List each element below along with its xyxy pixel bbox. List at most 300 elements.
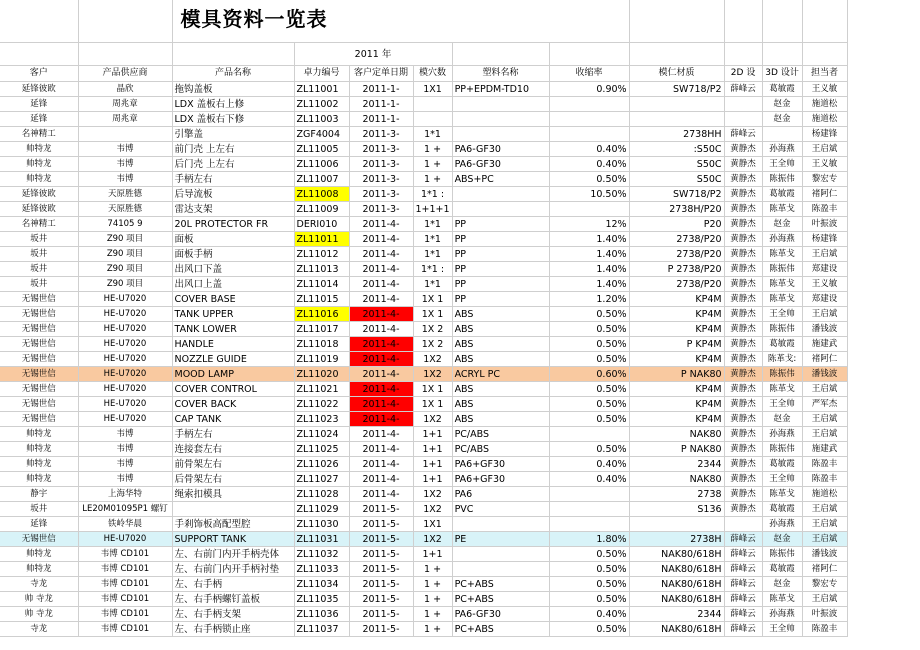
shrinkage-cell [549,487,629,502]
plastic-cell: PP [452,292,549,307]
zl-number-cell: ZL11021 [294,382,349,397]
designer-3d-cell: 王全帅 [762,157,802,172]
core-material-cell: P KP4M [629,337,724,352]
supplier-cell: 韦博 [78,142,172,157]
customer-cell: 坂井 [0,247,78,262]
product-name-cell: COVER BACK [172,397,294,412]
zl-number-cell: ZL11036 [294,607,349,622]
zl-number-cell: ZL11025 [294,442,349,457]
designer-3d-cell: 孙海燕 [762,142,802,157]
customer-cell: 帅特龙 [0,427,78,442]
designer-2d-cell: 薛峰云 [724,592,762,607]
supplier-cell: HE-U7020 [78,337,172,352]
cavity-cell: 1*1 : [413,187,452,202]
designer-2d-cell: 黄静杰 [724,502,762,517]
plastic-cell: ACRYL PC [452,367,549,382]
order-date-cell: 2011-5- [349,547,413,562]
designer-2d-cell: 黄静杰 [724,487,762,502]
plastic-cell: ABS [452,382,549,397]
customer-cell: 无锡世信 [0,412,78,427]
zl-number-cell: ZL11016 [294,307,349,322]
cavity-cell: 1X 1 [413,382,452,397]
plastic-cell: ABS [452,412,549,427]
supplier-cell: 韦博 CD101 [78,592,172,607]
product-name-cell: TANK UPPER [172,307,294,322]
core-material-cell: NAK80/618H [629,547,724,562]
product-name-cell [172,502,294,517]
product-name-cell: 后导流板 [172,187,294,202]
designer-2d-cell: 黄静杰 [724,142,762,157]
owner-cell: 王启斌 [802,532,847,547]
owner-cell: 陈盈丰 [802,472,847,487]
zl-number-cell: ZL11007 [294,172,349,187]
core-material-cell: NAK80 [629,472,724,487]
zl-number-cell: ZL11008 [294,187,349,202]
table-row [0,532,847,547]
customer-cell: 延锋彼欧 [0,187,78,202]
shrinkage-cell: 1.40% [549,232,629,247]
product-name-cell: 左、右前门内开手柄衬垫 [172,562,294,577]
order-date-cell: 2011-3- [349,202,413,217]
zl-number-cell: ZL11012 [294,247,349,262]
zl-number-cell: ZL11024 [294,427,349,442]
zl-number-cell: ZL11018 [294,337,349,352]
cavity-cell: 1X2 [413,412,452,427]
designer-3d-cell: 王全帅 [762,307,802,322]
cavity-cell: 1*1 [413,127,452,142]
customer-cell: 名神精工 [0,217,78,232]
core-material-cell [629,97,724,112]
order-date-cell: 2011-4- [349,472,413,487]
cavity-cell: 1 + [413,592,452,607]
header-row [0,66,847,82]
order-date-cell: 2011-5- [349,592,413,607]
owner-cell: 郑建设 [802,262,847,277]
order-date-cell: 2011-5- [349,502,413,517]
customer-cell: 帅特龙 [0,142,78,157]
core-material-cell: NAK80/618H [629,577,724,592]
product-name-cell: 前门壳 上左右 [172,142,294,157]
order-date-cell: 2011-3- [349,187,413,202]
cavity-cell [413,112,452,127]
cavity-cell: 1X2 [413,487,452,502]
zl-number-cell: ZL11028 [294,487,349,502]
plastic-cell: PC/ABS [452,442,549,457]
owner-cell: 黎宏专 [802,172,847,187]
product-name-cell: LDX 盖板右下修 [172,112,294,127]
order-date-cell: 2011-3- [349,172,413,187]
core-material-cell: S136 [629,502,724,517]
customer-cell: 无锡世信 [0,397,78,412]
plastic-cell: ABS+PC [452,172,549,187]
owner-cell: 施道松 [802,112,847,127]
product-name-cell: 手柄左右 [172,427,294,442]
plastic-cell: PP+EPDM-TD10 [452,82,549,97]
zl-number-cell: ZL11013 [294,262,349,277]
shrinkage-cell: 0.50% [549,307,629,322]
table-row [0,337,847,352]
table-row [0,262,847,277]
designer-2d-cell [724,112,762,127]
core-material-cell: KP4M [629,397,724,412]
product-name-cell: SUPPORT TANK [172,532,294,547]
plastic-cell [452,517,549,532]
header-cell: 模穴数 [413,66,452,82]
customer-cell: 延锋彼欧 [0,82,78,97]
supplier-cell: HE-U7020 [78,307,172,322]
designer-3d-cell: 陈革戈: [762,352,802,367]
cavity-cell: 1 + [413,622,452,637]
plastic-cell: ABS [452,322,549,337]
shrinkage-cell: 0.50% [549,397,629,412]
designer-3d-cell: 赵金 [762,577,802,592]
owner-cell: 王义敏 [802,82,847,97]
customer-cell: 延锋 [0,112,78,127]
product-name-cell: 左、右手柄锁止座 [172,622,294,637]
designer-2d-cell: 黄静杰 [724,337,762,352]
cavity-cell: 1X 1 [413,292,452,307]
plastic-cell: PC/ABS [452,427,549,442]
designer-3d-cell: 孙海燕 [762,607,802,622]
supplier-cell: 韦博 [78,172,172,187]
shrinkage-cell [549,127,629,142]
table-row [0,472,847,487]
table-row [0,562,847,577]
shrinkage-cell: 10.50% [549,187,629,202]
shrinkage-cell: 0.50% [549,577,629,592]
order-date-cell: 2011-4- [349,247,413,262]
designer-2d-cell [724,517,762,532]
owner-cell: 王启斌 [802,247,847,262]
core-material-cell: 2738HH [629,127,724,142]
table-row [0,442,847,457]
designer-3d-cell: 陈革戈 [762,202,802,217]
zl-number-cell: ZL11030 [294,517,349,532]
order-date-cell: 2011-4- [349,397,413,412]
order-date-cell: 2011-4- [349,367,413,382]
plastic-cell: PA6-GF30 [452,607,549,622]
designer-3d-cell: 陈振伟 [762,172,802,187]
zl-number-cell: ZL11027 [294,472,349,487]
table-row [0,187,847,202]
customer-cell: 延锋彼欧 [0,202,78,217]
product-name-cell: 绳索扣模具 [172,487,294,502]
product-name-cell: 出风口上盖 [172,277,294,292]
core-material-cell: NAK80/618H [629,562,724,577]
supplier-cell: HE-U7020 [78,397,172,412]
designer-2d-cell: 薛峰云 [724,622,762,637]
supplier-cell: HE-U7020 [78,532,172,547]
designer-3d-cell: 赵金 [762,97,802,112]
designer-3d-cell: 葛敏霞 [762,82,802,97]
order-date-cell: 2011-5- [349,562,413,577]
product-name-cell: COVER CONTROL [172,382,294,397]
product-name-cell: 后骨架左右 [172,472,294,487]
owner-cell: 潘钱波 [802,547,847,562]
customer-cell: 名神精工 [0,127,78,142]
supplier-cell: 上海华特 [78,487,172,502]
owner-cell: 褚阿仁 [802,187,847,202]
shrinkage-cell: 0.40% [549,607,629,622]
product-name-cell: 20L PROTECTOR FR [172,217,294,232]
header-cell: 卓力编号 [294,66,349,82]
owner-cell: 叶振波 [802,607,847,622]
supplier-cell: HE-U7020 [78,352,172,367]
owner-cell: 施建武 [802,442,847,457]
table-row [0,292,847,307]
table-row [0,382,847,397]
designer-2d-cell: 薛峰云 [724,607,762,622]
order-date-cell: 2011-3- [349,157,413,172]
order-date-cell: 2011-4- [349,232,413,247]
table-row [0,487,847,502]
owner-cell: 王启斌 [802,517,847,532]
core-material-cell: 2738H [629,532,724,547]
shrinkage-cell [549,427,629,442]
designer-2d-cell: 黄静杰 [724,232,762,247]
designer-3d-cell: 陈革戈 [762,247,802,262]
plastic-cell: ABS [452,397,549,412]
shrinkage-cell: 12% [549,217,629,232]
owner-cell: 王义敏 [802,277,847,292]
supplier-cell: 晶欣 [78,82,172,97]
designer-2d-cell: 黄静杰 [724,427,762,442]
designer-3d-cell: 陈革戈 [762,382,802,397]
plastic-cell: ABS [452,352,549,367]
customer-cell: 寺龙 [0,622,78,637]
core-material-cell: 2738/P20 [629,247,724,262]
plastic-cell: PA6 [452,487,549,502]
product-name-cell: 雷达支架 [172,202,294,217]
cavity-cell: 1 + [413,577,452,592]
plastic-cell: PA6-GF30 [452,157,549,172]
zl-number-cell: DERI010 [294,217,349,232]
designer-2d-cell: 薛峰云 [724,577,762,592]
core-material-cell: SW718/P2 [629,187,724,202]
order-date-cell: 2011-4- [349,277,413,292]
designer-2d-cell: 黄静杰 [724,382,762,397]
plastic-cell: PP [452,277,549,292]
designer-2d-cell: 黄静杰 [724,247,762,262]
shrinkage-cell: 0.50% [549,172,629,187]
product-name-cell: 连接套左右 [172,442,294,457]
customer-cell: 坂井 [0,232,78,247]
designer-2d-cell: 黄静杰 [724,262,762,277]
designer-3d-cell: 葛敏霞 [762,502,802,517]
cavity-cell: 1 + [413,562,452,577]
product-name-cell: 面板 [172,232,294,247]
cavity-cell: 1X2 [413,367,452,382]
order-date-cell: 2011-1- [349,112,413,127]
owner-cell: 杨建锋 [802,127,847,142]
supplier-cell: 天原胜德 [78,202,172,217]
table-row [0,217,847,232]
designer-3d-cell: 陈振伟 [762,442,802,457]
order-date-cell: 2011-4- [349,262,413,277]
supplier-cell: 韦博 CD101 [78,547,172,562]
table-row [0,592,847,607]
header-cell: 塑料名称 [452,66,549,82]
zl-number-cell: ZL11005 [294,142,349,157]
table-row [0,97,847,112]
owner-cell: 严军杰 [802,397,847,412]
plastic-cell [452,547,549,562]
table-row [0,622,847,637]
table-row [0,157,847,172]
order-date-cell: 2011-4- [349,382,413,397]
shrinkage-cell: 1.40% [549,277,629,292]
supplier-cell: 天原胜德 [78,187,172,202]
customer-cell: 无锡世信 [0,292,78,307]
customer-cell: 坂井 [0,502,78,517]
owner-cell: 王启斌 [802,307,847,322]
designer-3d-cell: 王全帅 [762,472,802,487]
title-row [0,0,847,43]
owner-cell: 陈盈丰 [802,622,847,637]
owner-cell: 潘钱波 [802,322,847,337]
supplier-cell: 韦博 CD101 [78,607,172,622]
customer-cell: 寺龙 [0,577,78,592]
zl-number-cell: ZL11031 [294,532,349,547]
header-cell: 2D 设 [724,66,762,82]
designer-3d-cell: 孙海燕 [762,232,802,247]
designer-2d-cell: 黄静杰 [724,397,762,412]
cavity-cell: 1X2 [413,352,452,367]
designer-2d-cell: 薛峰云 [724,562,762,577]
cavity-cell: 1 + [413,157,452,172]
table-row [0,502,847,517]
designer-3d-cell: 葛敏霞 [762,562,802,577]
customer-cell: 帅 寺龙 [0,607,78,622]
product-name-cell: 拖钩盖板 [172,82,294,97]
owner-cell: 黎宏专 [802,577,847,592]
header-cell: 收缩率 [549,66,629,82]
designer-2d-cell [724,97,762,112]
supplier-cell: HE-U7020 [78,322,172,337]
shrinkage-cell: 0.90% [549,82,629,97]
zl-number-cell: ZL11006 [294,157,349,172]
designer-3d-cell: 陈革戈 [762,592,802,607]
zl-number-cell: ZL11029 [294,502,349,517]
core-material-cell: :S50C [629,142,724,157]
header-cell: 产品供应商 [78,66,172,82]
order-date-cell: 2011-5- [349,577,413,592]
cavity-cell: 1X2 [413,502,452,517]
designer-3d-cell: 王全帅 [762,622,802,637]
table-row [0,367,847,382]
product-name-cell: 左、右前门内开手柄壳体 [172,547,294,562]
designer-2d-cell: 黄静杰 [724,352,762,367]
plastic-cell: PC+ABS [452,592,549,607]
plastic-cell: PC+ABS [452,577,549,592]
plastic-cell: PC+ABS [452,622,549,637]
plastic-cell [452,97,549,112]
designer-2d-cell: 黄静杰 [724,307,762,322]
owner-cell: 郑建设 [802,292,847,307]
table-row [0,112,847,127]
core-material-cell: NAK80/618H [629,592,724,607]
cavity-cell: 1X 1 [413,397,452,412]
zl-number-cell: ZL11002 [294,97,349,112]
table-row [0,127,847,142]
customer-cell: 帅特龙 [0,472,78,487]
cavity-cell: 1+1 [413,547,452,562]
shrinkage-cell: 0.50% [549,592,629,607]
customer-cell: 无锡世信 [0,307,78,322]
customer-cell: 延锋 [0,97,78,112]
cavity-cell: 1X 1 [413,307,452,322]
designer-2d-cell: 黄静杰 [724,442,762,457]
header-cell: 模仁材质 [629,66,724,82]
plastic-cell: ABS [452,307,549,322]
customer-cell: 帅特龙 [0,172,78,187]
owner-cell: 王义敏 [802,157,847,172]
designer-3d-cell: 孙海燕 [762,427,802,442]
shrinkage-cell: 0.50% [549,562,629,577]
order-date-cell: 2011-3- [349,127,413,142]
core-material-cell [629,112,724,127]
order-date-cell: 2011-5- [349,622,413,637]
supplier-cell: HE-U7020 [78,382,172,397]
zl-number-cell: ZL11022 [294,397,349,412]
owner-cell: 王启斌 [802,427,847,442]
cavity-cell: 1+1 [413,427,452,442]
shrinkage-cell: 0.50% [549,622,629,637]
cavity-cell: 1+1+1 [413,202,452,217]
customer-cell: 帅特龙 [0,562,78,577]
owner-cell: 陈盈丰 [802,457,847,472]
supplier-cell: 铁岭华晨 [78,517,172,532]
shrinkage-cell [549,502,629,517]
product-name-cell: 手柄左右 [172,172,294,187]
table-row [0,397,847,412]
order-date-cell: 2011-4- [349,442,413,457]
shrinkage-cell: 0.50% [549,382,629,397]
owner-cell: 陈盈丰 [802,202,847,217]
owner-cell: 叶振波 [802,217,847,232]
cavity-cell: 1X 2 [413,322,452,337]
plastic-cell: PP [452,217,549,232]
table-row [0,577,847,592]
zl-number-cell: ZL11023 [294,412,349,427]
core-material-cell: NAK80 [629,427,724,442]
order-date-cell: 2011-4- [349,412,413,427]
zl-number-cell: ZL11033 [294,562,349,577]
core-material-cell: 2344 [629,607,724,622]
supplier-cell: 韦博 [78,457,172,472]
cavity-cell: 1X1 [413,517,452,532]
shrinkage-cell: 0.50% [549,322,629,337]
designer-3d-cell [762,127,802,142]
shrinkage-cell: 0.50% [549,337,629,352]
shrinkage-cell [549,112,629,127]
plastic-cell: PVC [452,502,549,517]
supplier-cell: Z90 项目 [78,247,172,262]
owner-cell: 王启斌 [802,382,847,397]
core-material-cell: S50C [629,157,724,172]
product-name-cell: 手剎饰板高配型腔 [172,517,294,532]
core-material-cell: KP4M [629,412,724,427]
zl-number-cell: ZL11037 [294,622,349,637]
cavity-cell [413,97,452,112]
cavity-cell: 1+1 [413,472,452,487]
table-row [0,457,847,472]
customer-cell: 帅特龙 [0,457,78,472]
designer-2d-cell: 黄静杰 [724,217,762,232]
designer-2d-cell: 黄静杰 [724,202,762,217]
cavity-cell: 1+1 [413,442,452,457]
table-row [0,232,847,247]
